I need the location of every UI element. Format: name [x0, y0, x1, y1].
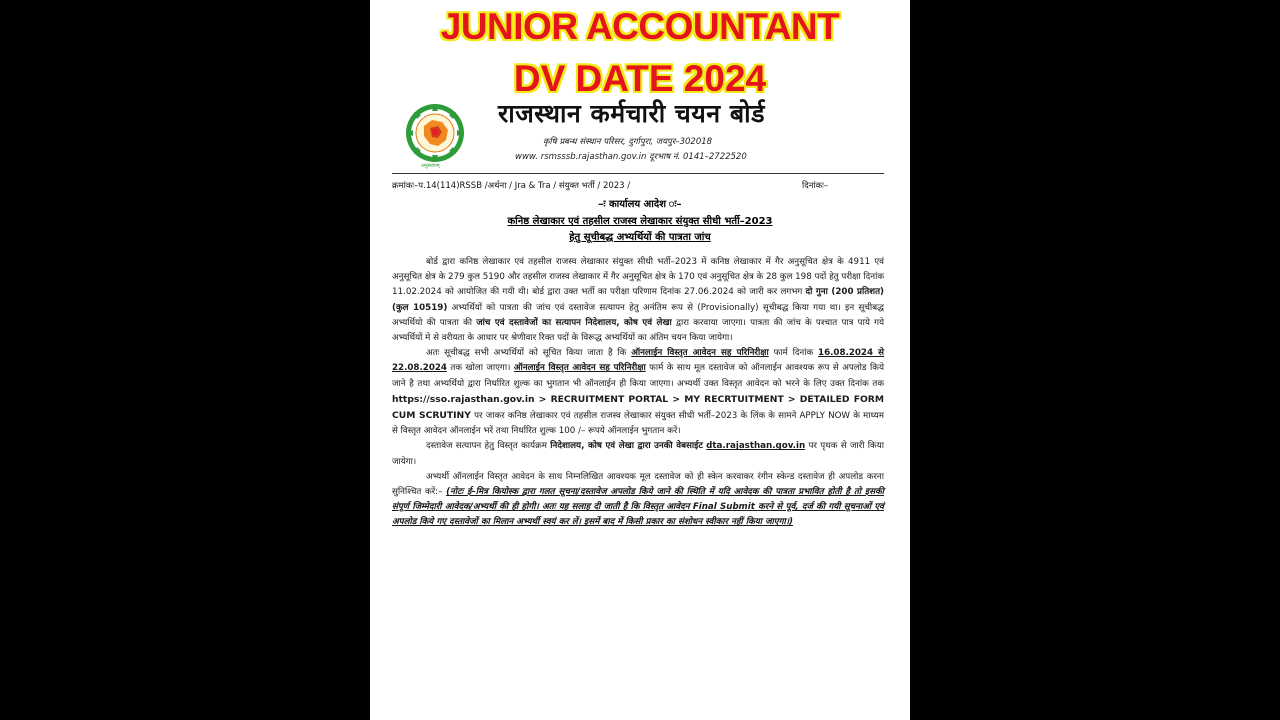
sso-portal-path: https://sso.rajasthan.gov.in > RECRUITMENT PORTAL > MY RECRTUITMENT > DETAILED FORM CUM SCRUTINY — [392, 393, 884, 422]
para1-bold2: जांच एवं दस्तावेजों का सत्यापन निदेशालय, कोष एवं लेखा — [476, 317, 672, 328]
para2-text5: पर जाकर कनिष्ठ लेखाकार एवं तहसील राजस्व लेखाकार संयुक्त सीधी भर्ती–2023 के लिंक के सामने APPLY NOW के माध्यम से विस्तृत आवेदन ऑनलाईन भरें तथा निर्धारित शुल्क 100 /– रूपये ऑनलाईन भुगतान करें। — [392, 411, 884, 437]
para1-text3: द्वारा करवाया जाएगा। पात्रता की जांच के पश्चात पात्र पाये गये अभ्यर्थियों मे से वरीयता के आधार पर श्रेणीवार रिक्त पदों के विरूद्ध अभ्यर्थियों का अंतिम चयन किया जायेगा। — [392, 317, 884, 344]
date-label: दिनांकः– — [802, 181, 829, 191]
paragraph-4 — [392, 470, 884, 531]
subject-line1 — [370, 213, 910, 227]
para2-bold1: ऑनलाईन विस्तृत आवेदन सह परिनिरीक्षा — [631, 348, 769, 359]
subject-line2 — [370, 229, 910, 243]
dta-website-link[interactable]: dta.rajasthan.gov.in — [706, 441, 806, 452]
header-divider — [392, 173, 884, 174]
para3-text1: दस्तावेज सत्यापन हेतु विस्तृत कार्यक्रम — [426, 441, 551, 452]
order-body — [392, 255, 884, 531]
paragraph-2 — [392, 346, 884, 439]
subject-line2-text: हेतु सूचीबद्ध अभ्यर्थियों की पात्रता जांच — [569, 232, 711, 243]
para2-text2: फार्म दिनांक — [768, 348, 819, 359]
para2-text4: फार्म के साथ मूल दस्तावेज को ऑनलाईन आवश्यक रूप से अपलोड किये जाने है तथा अभ्यर्थियो द्वारा निर्धारित शुल्क का भुगतान भी ऑनलाईन ही किया जाएगा। अभ्यर्थी उक्त विस्तृत आवेदन को भरने के लिए उक्त दिनांक तक — [392, 363, 884, 389]
reference-number: क्रमांकः–प.14(114)RSSB /अर्थना / Jra & Tra / संयुक्त भर्ती / 2023 / — [392, 181, 631, 191]
para4-text1: अभ्यर्थी ऑनलाईन विस्तृत आवेदन के साथ निम्नलिखित आवश्यक मूल दस्तावेज को ही स्केन करवाकर रंगीन स्केन्ड दस्तावेज ही अपलोड करना सुनिश्चित करें:– — [392, 471, 884, 498]
para3-bold1: निदेशालय, कोष एवं लेखा द्वारा उनकी वेबसाईट — [550, 441, 703, 452]
para2-text1: अतः सूचीबद्ध सभी अभ्यर्थियों को सूचित किया जाता है कि — [426, 348, 632, 359]
para1-text1: बोर्ड द्वारा कनिष्ठ लेखाकार एवं तहसील राजस्व लेखाकार संयुक्त सीधी भर्ती–2023 में कनिष्ठ लेखाकार में गैर अनुसूचित क्षेत्र के 4911 एवं अनुसूचित क्षेत्र के 279 कुल 5190 और तहसील राजस्व लेखाकार में गैर अनुसूचित क्षेत्र के 170 एवं अनुसूचित क्षेत्र के 28 कुल 198 पदों हेतु परीक्षा दिनांक 11.02.2024 को आयोजित की गयी थी। बोर्ड द्वारा उक्त भर्ती का परीक्षा परिणाम दिनांक 27.06.2024 को जारी कर लगभग — [392, 257, 884, 298]
board-website-phone: www. rsmsssb.rajasthan.gov.in दूरभाष नं. 0141–2722520 — [515, 152, 747, 162]
para1-bold1: दो गुना (200 प्रतिशत) (कुल 10519) — [392, 287, 884, 313]
para2-text3: तक खोला जाएगा। — [446, 363, 514, 374]
para1-text2: अभ्यर्थियों को पात्रता की जांच एवं दस्तावेज सत्यापन हेतु अनंतिम रूप से (Provisionally) सूचीबद्ध किया गया था। इन सूचीबद्ध अभ्यर्थियो की पात्रता की — [392, 302, 884, 328]
board-address: कृषि प्रबन्ध संस्थान परिसर, दुर्गापुरा, जयपुर–302018 — [543, 137, 713, 147]
para2-bold2: ऑनलाईन विस्तृत आवेदन सह परिनिरीक्षा — [513, 363, 646, 374]
para2-dates: 16.08.2024 से 22.08.2024 — [392, 348, 884, 374]
banner-title-line2: DV DATE 2024 — [513, 58, 767, 99]
para4-note: (नोटः ई–मित्र कियोस्क द्वारा गलत सूचना/दस्तावेज अपलोड किये जाने की स्थिति में यदि आवेदक की पात्रता प्रभावित होती है तो इसकी संपूर्ण जिम्मेदारी आवेदक/अभ्यर्थी की ही होगी। अतः यह सलाह दी जाती है कि विस्तृत आवेदन Final Submit करने से पूर्व, दर्ज की गयी सूचनाओं एवं अपलोड किये गए दस्तावेजों का मिलान अभ्यर्थी स्वयं कर लें। इसमें बाद में किसी प्रकार का संशोधन स्वीकार नहीं किया जाएगा।) — [392, 487, 884, 528]
document-page — [370, 0, 910, 720]
subject-line1-text: कनिष्ठ लेखाकार एवं तहसील राजस्व लेखाकार संयुक्त सीधी भर्ती–2023 — [507, 216, 773, 227]
board-name: राजस्थान कर्मचारी चयन बोर्ड — [498, 99, 765, 128]
banner-title-line1: JUNIOR ACCOUNTANT — [440, 6, 840, 47]
para3-text2: पर पृथक से जारी किया जायेगा। — [392, 441, 884, 467]
rssb-emblem-icon — [402, 102, 468, 168]
paragraph-3 — [392, 439, 884, 469]
order-title: –ः कार्यालय आदेश ः– — [598, 199, 682, 210]
paragraph-1 — [392, 255, 884, 346]
emblem-motto: अनुसरणम् — [421, 163, 440, 169]
